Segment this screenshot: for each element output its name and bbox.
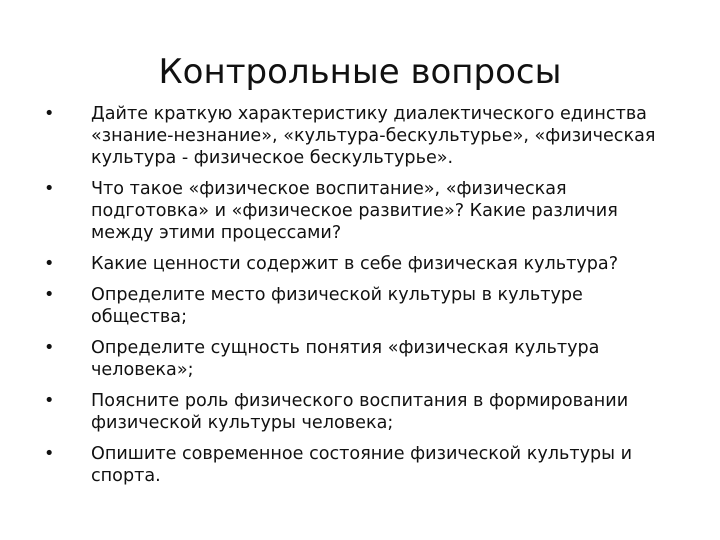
list-item-text: Определите место физической культуры в культуре общества; <box>91 285 583 327</box>
list-item-text: Поясните роль физического воспитания в формировании физической культуры человека; <box>91 391 629 433</box>
list-item <box>44 337 684 381</box>
list-item-text: Что такое «физическое воспитание», «физическая подготовка» и «физическое развитие»? Какие различия между этими процессами? <box>91 179 618 243</box>
bullet-icon: • <box>44 285 55 305</box>
list-item <box>44 178 684 244</box>
list-item <box>44 103 684 169</box>
bullet-icon: • <box>44 254 55 274</box>
list-item-text: Опишите современное состояние физической культуры и спорта. <box>91 444 633 486</box>
list-item <box>44 390 684 434</box>
question-list <box>44 103 684 496</box>
bullet-icon: • <box>44 179 55 199</box>
slide-title: Контрольные вопросы <box>158 52 562 92</box>
list-item-text: Дайте краткую характеристику диалектического единства «знание-незнание», «культура-бескультурье», «физическая культура - физическое бескультурье». <box>91 104 656 168</box>
bullet-icon: • <box>44 444 55 464</box>
bullet-icon: • <box>44 104 55 124</box>
bullet-icon: • <box>44 338 55 358</box>
bullet-icon: • <box>44 391 55 411</box>
list-item-text: Какие ценности содержит в себе физическая культура? <box>91 254 619 274</box>
list-item <box>44 443 684 487</box>
list-item <box>44 284 684 328</box>
list-item-text: Определите сущность понятия «физическая культура человека»; <box>91 338 600 380</box>
list-item <box>44 253 684 275</box>
